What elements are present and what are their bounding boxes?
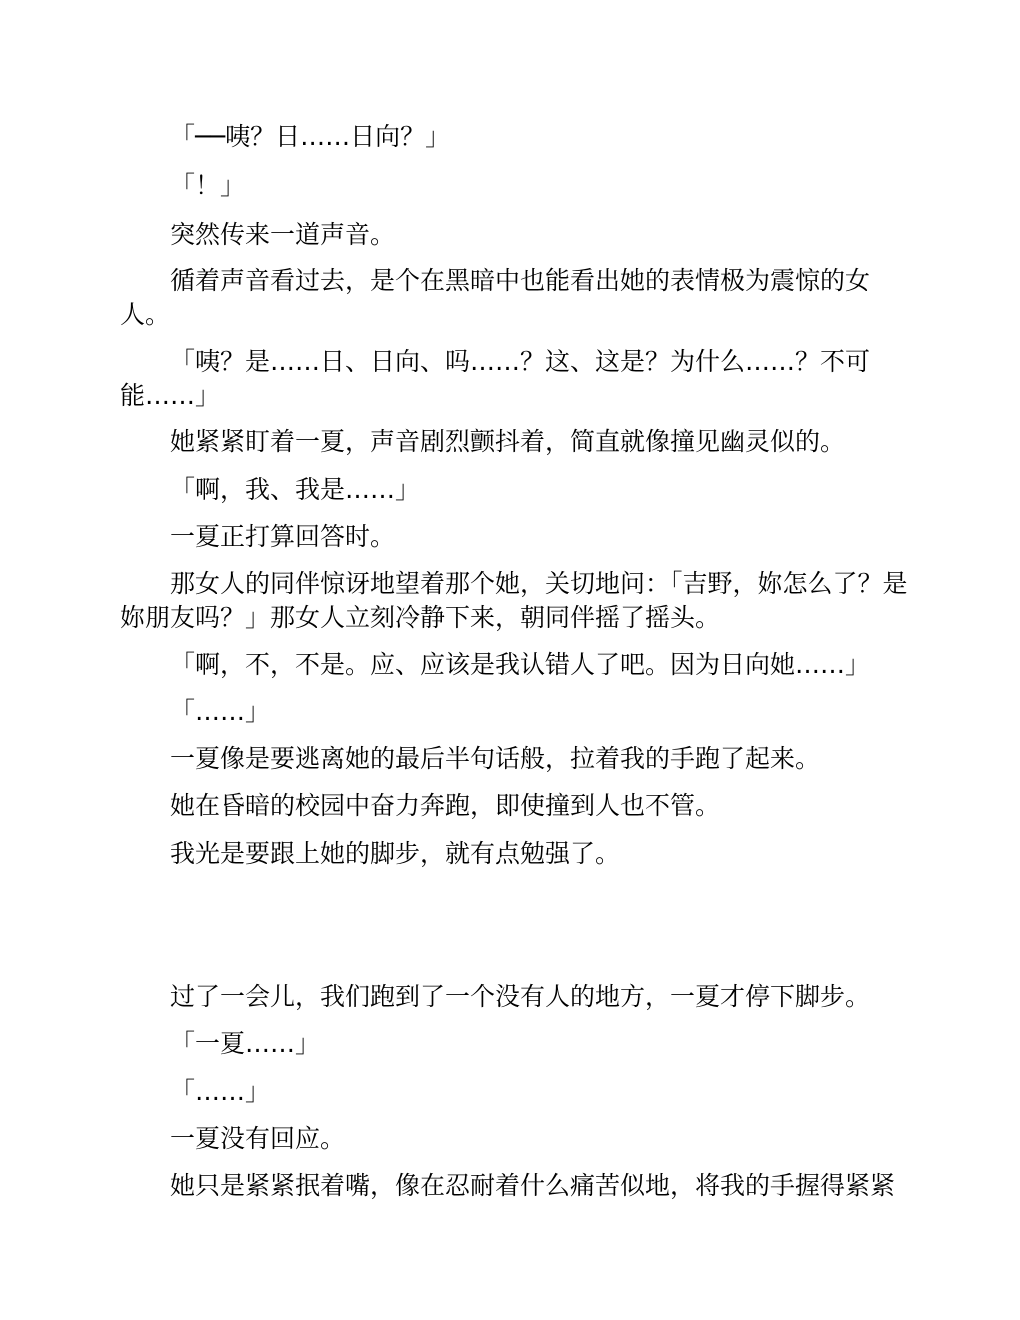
paragraph-1: 「──咦？日……日向？」 [170, 122, 451, 151]
paragraph-19: 她只是紧紧抿着嘴，像在忍耐着什么痛苦似地，将我的手握得紧紧 [170, 1171, 896, 1200]
paragraph-12: 一夏像是要逃离她的最后半句话般，拉着我的手跑了起来。 [170, 744, 821, 773]
paragraph-9: 那女人的同伴惊讶地望着那个她，关切地问：「吉野，妳怎么了？是妳朋友吗？」那女人立刻冷静下来，朝同伴摇了摇头。 [120, 569, 908, 632]
paragraph-5: 「咦？是……日、日向、吗……？这、这是？为什么……？不可能……」 [120, 347, 871, 410]
paragraph-7: 「啊，我、我是……」 [170, 475, 421, 504]
paragraph-2: 「！」 [170, 171, 246, 200]
paragraph-15: 过了一会儿，我们跑到了一个没有人的地方，一夏才停下脚步。 [170, 982, 871, 1011]
paragraph-13: 她在昏暗的校园中奋力奔跑，即使撞到人也不管。 [170, 791, 721, 820]
paragraph-14: 我光是要跟上她的脚步，就有点勉强了。 [170, 839, 621, 868]
paragraph-17: 「……」 [170, 1077, 271, 1106]
paragraph-16: 「一夏……」 [170, 1029, 321, 1058]
paragraph-18: 一夏没有回应。 [170, 1124, 346, 1153]
paragraph-6: 她紧紧盯着一夏，声音剧烈颤抖着，简直就像撞见幽灵似的。 [170, 427, 846, 456]
paragraph-11: 「……」 [170, 697, 271, 726]
paragraph-4: 循着声音看过去，是个在黑暗中也能看出她的表情极为震惊的女人。 [120, 266, 871, 329]
paragraph-3: 突然传来一道声音。 [170, 220, 396, 249]
paragraph-10: 「啊，不，不是。应、应该是我认错人了吧。因为日向她……」 [170, 650, 871, 679]
paragraph-8: 一夏正打算回答时。 [170, 522, 396, 551]
